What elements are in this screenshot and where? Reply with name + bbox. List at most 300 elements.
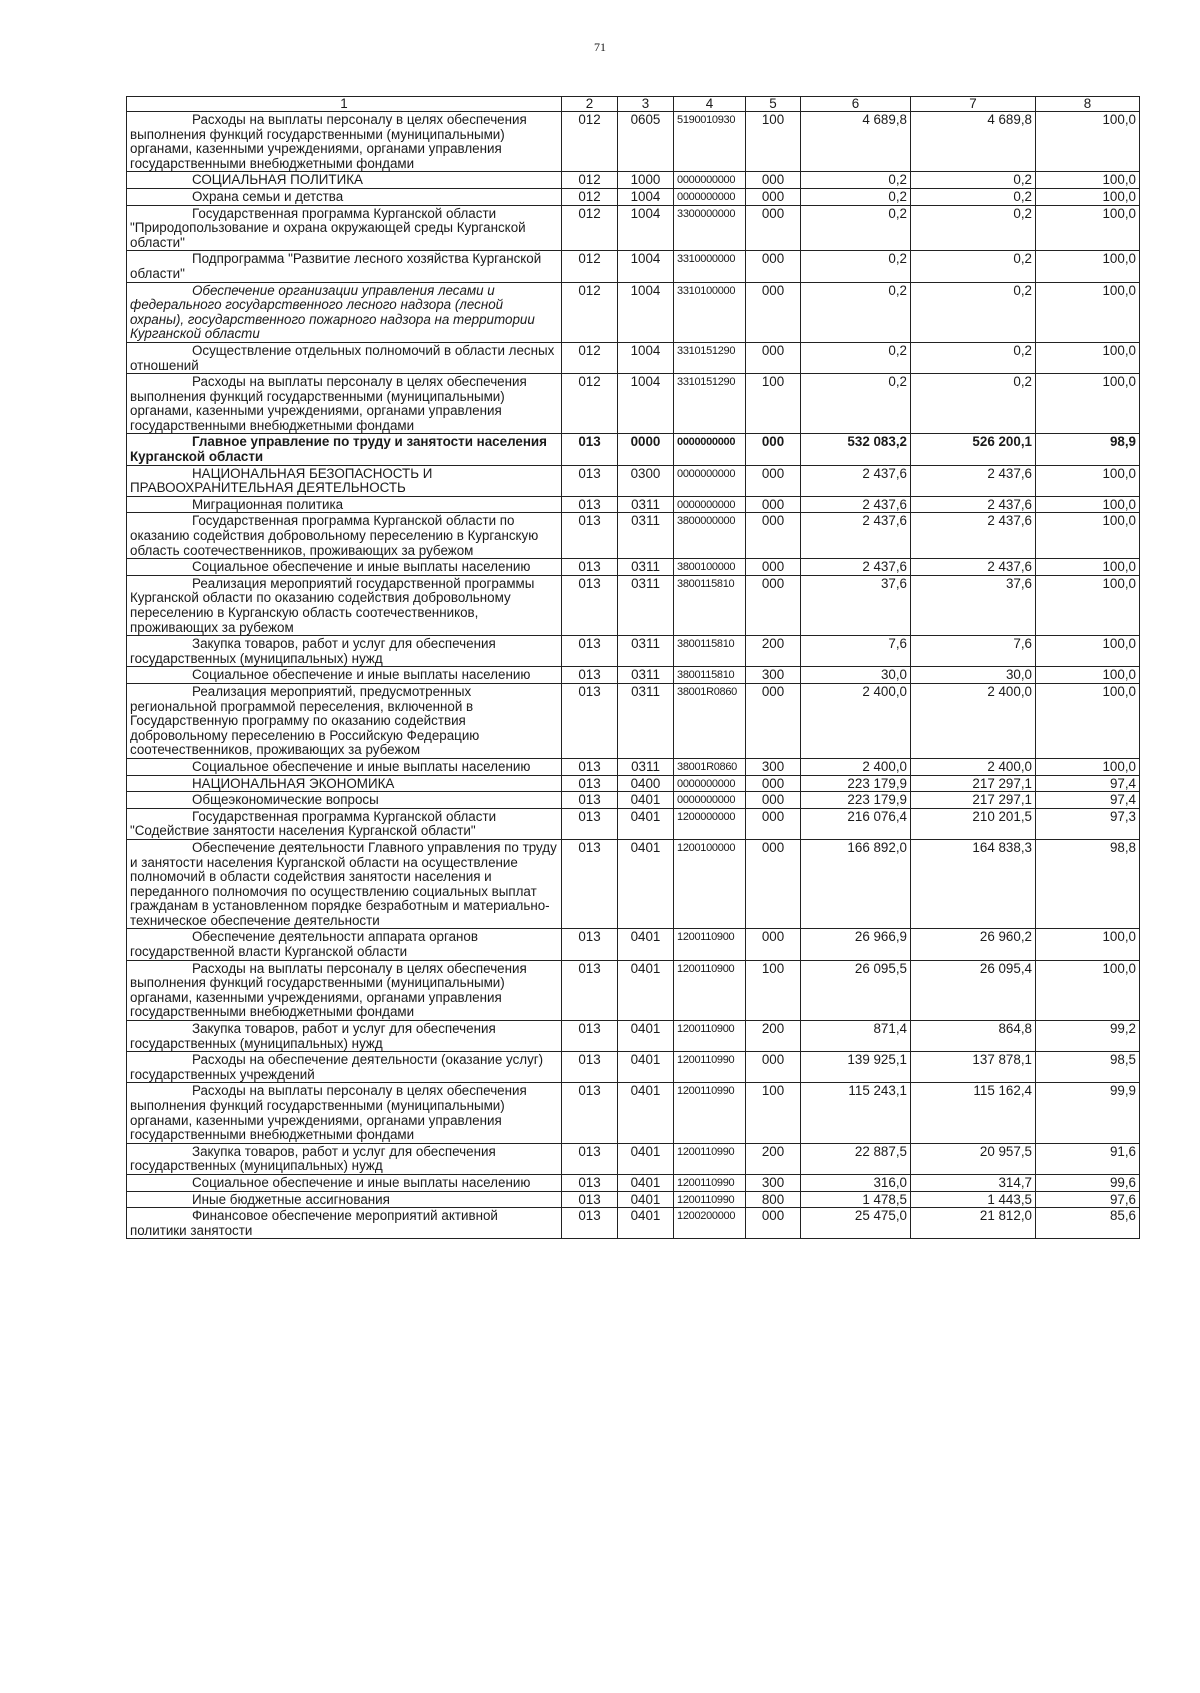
cell-department: 013 [562, 1052, 618, 1083]
cell-expense-type: 000 [746, 172, 801, 189]
cell-planned: 2 400,0 [801, 758, 911, 775]
cell-section: 1004 [618, 251, 674, 282]
cell-target-article: 0000000000 [674, 188, 746, 205]
row-name-text: Общеэкономические вопросы [192, 792, 379, 808]
cell-percent: 97,4 [1036, 775, 1140, 792]
cell-department: 013 [562, 667, 618, 684]
cell-planned: 22 887,5 [801, 1143, 911, 1174]
cell-name [127, 667, 562, 684]
cell-department: 013 [562, 808, 618, 839]
cell-planned: 871,4 [801, 1021, 911, 1052]
cell-name [127, 839, 562, 929]
cell-executed: 4 689,8 [911, 112, 1036, 172]
cell-expense-type: 000 [746, 188, 801, 205]
row-name-text: Закупка товаров, работ и услуг для обеспечения государственных (муниципальных) нужд [130, 1143, 496, 1174]
cell-percent: 99,9 [1036, 1083, 1140, 1143]
row-name-text: Государственная программа Курганской области "Содействие занятости населения Курганской области" [130, 808, 497, 839]
cell-percent: 97,3 [1036, 808, 1140, 839]
cell-executed: 20 957,5 [911, 1143, 1036, 1174]
row-name-text: НАЦИОНАЛЬНАЯ ЭКОНОМИКА [192, 775, 395, 791]
cell-target-article: 1200110990 [674, 1052, 746, 1083]
cell-name [127, 112, 562, 172]
cell-executed: 2 437,6 [911, 496, 1036, 513]
cell-name [127, 1174, 562, 1191]
cell-percent: 100,0 [1036, 575, 1140, 635]
cell-department: 013 [562, 758, 618, 775]
cell-department: 012 [562, 342, 618, 373]
cell-expense-type: 000 [746, 929, 801, 960]
cell-target-article: 1200110900 [674, 960, 746, 1020]
cell-target-article: 1200110900 [674, 929, 746, 960]
table-row [127, 496, 1140, 513]
cell-name [127, 929, 562, 960]
cell-name [127, 758, 562, 775]
cell-department: 013 [562, 1143, 618, 1174]
row-name-text: Миграционная политика [192, 496, 344, 512]
cell-department: 013 [562, 960, 618, 1020]
cell-name [127, 188, 562, 205]
cell-section: 0401 [618, 929, 674, 960]
cell-percent: 100,0 [1036, 188, 1140, 205]
cell-planned: 223 179,9 [801, 775, 911, 792]
cell-planned: 316,0 [801, 1174, 911, 1191]
cell-expense-type: 000 [746, 465, 801, 496]
cell-target-article: 3800115810 [674, 636, 746, 667]
header-cell-department: 2 [562, 97, 618, 112]
cell-percent: 98,8 [1036, 839, 1140, 929]
row-name-text: Подпрограмма "Развитие лесного хозяйства Курганской области" [130, 251, 542, 281]
cell-section: 0605 [618, 112, 674, 172]
cell-department: 013 [562, 1021, 618, 1052]
cell-target-article: 3800100000 [674, 559, 746, 576]
cell-name [127, 575, 562, 635]
cell-department: 013 [562, 434, 618, 465]
table-row [127, 205, 1140, 251]
cell-executed: 2 437,6 [911, 465, 1036, 496]
cell-department: 012 [562, 112, 618, 172]
table-row [127, 1174, 1140, 1191]
table-row [127, 172, 1140, 189]
cell-executed: 0,2 [911, 282, 1036, 342]
cell-target-article: 0000000000 [674, 496, 746, 513]
row-name-text: Обеспечение организации управления лесами и федерального государственного лесного надзора (лесной охраны), государственного пожарного надзора на территории Курганской области [130, 282, 535, 342]
cell-target-article: 0000000000 [674, 465, 746, 496]
cell-name [127, 1052, 562, 1083]
cell-planned: 0,2 [801, 205, 911, 251]
cell-target-article: 3300000000 [674, 205, 746, 251]
row-name-text: Охрана семьи и детства [192, 188, 344, 204]
cell-section: 0401 [618, 1052, 674, 1083]
cell-percent: 100,0 [1036, 342, 1140, 373]
cell-executed: 115 162,4 [911, 1083, 1036, 1143]
cell-expense-type: 000 [746, 808, 801, 839]
cell-executed: 164 838,3 [911, 839, 1036, 929]
cell-department: 012 [562, 282, 618, 342]
cell-name [127, 172, 562, 189]
cell-planned: 216 076,4 [801, 808, 911, 839]
cell-expense-type: 000 [746, 839, 801, 929]
cell-department: 013 [562, 1174, 618, 1191]
cell-percent: 85,6 [1036, 1208, 1140, 1239]
cell-name [127, 683, 562, 758]
cell-name [127, 775, 562, 792]
cell-executed: 26 960,2 [911, 929, 1036, 960]
table-row [127, 112, 1140, 172]
table-row [127, 513, 1140, 559]
cell-target-article: 0000000000 [674, 792, 746, 809]
cell-planned: 532 083,2 [801, 434, 911, 465]
cell-expense-type: 200 [746, 1143, 801, 1174]
cell-target-article: 3800115810 [674, 575, 746, 635]
cell-section: 0311 [618, 636, 674, 667]
row-name-text: Расходы на выплаты персоналу в целях обеспечения выполнения функций государственными (муниципальными) органами, казенными учреждениями, органами управления государственными внебюджетными фондами [130, 960, 527, 1020]
cell-percent: 99,6 [1036, 1174, 1140, 1191]
cell-department: 013 [562, 929, 618, 960]
cell-percent: 97,4 [1036, 792, 1140, 809]
cell-department: 013 [562, 636, 618, 667]
row-name-text: Расходы на обеспечение деятельности (оказание услуг) государственных учреждений [130, 1052, 544, 1082]
cell-executed: 217 297,1 [911, 792, 1036, 809]
page-number: 71 [594, 40, 606, 54]
cell-planned: 0,2 [801, 172, 911, 189]
cell-planned: 0,2 [801, 282, 911, 342]
cell-expense-type: 000 [746, 1052, 801, 1083]
table-row [127, 1052, 1140, 1083]
cell-target-article: 3310151290 [674, 374, 746, 434]
cell-section: 0401 [618, 960, 674, 1020]
cell-department: 013 [562, 792, 618, 809]
cell-expense-type: 000 [746, 434, 801, 465]
cell-executed: 0,2 [911, 251, 1036, 282]
cell-name [127, 808, 562, 839]
cell-department: 012 [562, 172, 618, 189]
cell-executed: 0,2 [911, 205, 1036, 251]
cell-name [127, 636, 562, 667]
row-name-text: Иные бюджетные ассигнования [192, 1191, 390, 1207]
cell-name [127, 1083, 562, 1143]
cell-department: 013 [562, 683, 618, 758]
cell-executed: 2 437,6 [911, 513, 1036, 559]
cell-percent: 100,0 [1036, 667, 1140, 684]
cell-executed: 30,0 [911, 667, 1036, 684]
cell-target-article: 1200200000 [674, 1208, 746, 1239]
cell-percent: 99,2 [1036, 1021, 1140, 1052]
row-name-text: Закупка товаров, работ и услуг для обеспечения государственных (муниципальных) нужд [130, 636, 496, 666]
cell-target-article: 0000000000 [674, 775, 746, 792]
table-row [127, 775, 1140, 792]
cell-department: 013 [562, 839, 618, 929]
cell-name [127, 374, 562, 434]
cell-name [127, 960, 562, 1020]
cell-planned: 0,2 [801, 374, 911, 434]
cell-percent: 100,0 [1036, 929, 1140, 960]
table-row [127, 282, 1140, 342]
cell-section: 0000 [618, 434, 674, 465]
cell-section: 1004 [618, 205, 674, 251]
row-name-text: Обеспечение деятельности аппарата органов государственной власти Курганской области [130, 929, 478, 960]
cell-department: 013 [562, 1191, 618, 1208]
cell-executed: 7,6 [911, 636, 1036, 667]
cell-name [127, 1191, 562, 1208]
row-name-text: Главное управление по труду и занятости населения Курганской области [130, 434, 547, 465]
cell-executed: 314,7 [911, 1174, 1036, 1191]
cell-percent: 100,0 [1036, 465, 1140, 496]
cell-planned: 0,2 [801, 188, 911, 205]
table-row [127, 559, 1140, 576]
cell-expense-type: 000 [746, 205, 801, 251]
cell-department: 013 [562, 1208, 618, 1239]
cell-planned: 30,0 [801, 667, 911, 684]
cell-planned: 2 437,6 [801, 513, 911, 559]
cell-expense-type: 300 [746, 1174, 801, 1191]
cell-executed: 0,2 [911, 172, 1036, 189]
header-cell-executed: 7 [911, 97, 1036, 112]
cell-executed: 210 201,5 [911, 808, 1036, 839]
cell-section: 0400 [618, 775, 674, 792]
cell-expense-type: 000 [746, 559, 801, 576]
cell-expense-type: 000 [746, 792, 801, 809]
cell-target-article: 3310151290 [674, 342, 746, 373]
cell-planned: 26 095,5 [801, 960, 911, 1020]
cell-target-article: 3800115810 [674, 667, 746, 684]
table-row [127, 758, 1140, 775]
cell-executed: 2 437,6 [911, 559, 1036, 576]
cell-expense-type: 000 [746, 683, 801, 758]
table-row [127, 683, 1140, 758]
row-name-text: Государственная программа Курганской области по оказанию содействия добровольному переселению в Курганскую область соотечественников, проживающих за рубежом [130, 513, 539, 558]
table-row [127, 251, 1140, 282]
cell-section: 0401 [618, 839, 674, 929]
cell-planned: 139 925,1 [801, 1052, 911, 1083]
cell-section: 0401 [618, 1208, 674, 1239]
cell-expense-type: 000 [746, 513, 801, 559]
cell-section: 1000 [618, 172, 674, 189]
cell-section: 0311 [618, 496, 674, 513]
table-row [127, 1191, 1140, 1208]
cell-name [127, 434, 562, 465]
cell-planned: 25 475,0 [801, 1208, 911, 1239]
row-name-text: Финансовое обеспечение мероприятий активной политики занятости [130, 1208, 498, 1238]
cell-section: 0311 [618, 683, 674, 758]
cell-name [127, 792, 562, 809]
cell-department: 013 [562, 465, 618, 496]
cell-section: 1004 [618, 374, 674, 434]
cell-name [127, 1208, 562, 1239]
cell-percent: 100,0 [1036, 513, 1140, 559]
cell-expense-type: 000 [746, 575, 801, 635]
header-cell-section: 3 [618, 97, 674, 112]
cell-department: 013 [562, 496, 618, 513]
cell-name [127, 465, 562, 496]
cell-expense-type: 300 [746, 667, 801, 684]
header-cell-expense-type: 5 [746, 97, 801, 112]
row-name-text: Реализация мероприятий, предусмотренных региональной программой переселения, включенной в Государственную программу по оказанию содействия добровольному переселению в Российскую Федерацию соотечественников, проживающих за рубежом [130, 683, 480, 758]
row-name-text: Обеспечение деятельности Главного управления по труду и занятости населения Курганской области на осуществление полномочий в области содействия занятости населения и переданного полномочия по осуществлению социальных выплат гражданам в установленном порядке безработным и материально-техническое обеспечение деятельности [130, 839, 557, 928]
cell-department: 012 [562, 374, 618, 434]
cell-expense-type: 000 [746, 496, 801, 513]
row-name-text: Расходы на выплаты персоналу в целях обеспечения выполнения функций государственными (муниципальными) органами, казенными учреждениями, органами управления государственными внебюджетными фондами [130, 374, 527, 433]
cell-name [127, 205, 562, 251]
cell-expense-type: 100 [746, 960, 801, 1020]
cell-section: 1004 [618, 342, 674, 373]
cell-section: 0401 [618, 792, 674, 809]
cell-executed: 2 400,0 [911, 683, 1036, 758]
cell-department: 013 [562, 1083, 618, 1143]
table-row [127, 792, 1140, 809]
cell-name [127, 282, 562, 342]
table-row [127, 1021, 1140, 1052]
cell-percent: 97,6 [1036, 1191, 1140, 1208]
cell-target-article: 5190010930 [674, 112, 746, 172]
cell-expense-type: 100 [746, 112, 801, 172]
row-name-text: Социальное обеспечение и иные выплаты населению [192, 559, 531, 575]
cell-planned: 166 892,0 [801, 839, 911, 929]
cell-planned: 26 966,9 [801, 929, 911, 960]
cell-department: 012 [562, 205, 618, 251]
cell-expense-type: 100 [746, 1083, 801, 1143]
row-name-text: Осуществление отдельных полномочий в области лесных отношений [130, 342, 555, 373]
table-row [127, 374, 1140, 434]
cell-name [127, 251, 562, 282]
cell-target-article: 3310100000 [674, 282, 746, 342]
row-name-text: Закупка товаров, работ и услуг для обеспечения государственных (муниципальных) нужд [130, 1021, 496, 1051]
cell-planned: 4 689,8 [801, 112, 911, 172]
table-row [127, 808, 1140, 839]
table-row [127, 667, 1140, 684]
cell-department: 013 [562, 513, 618, 559]
cell-executed: 1 443,5 [911, 1191, 1036, 1208]
cell-executed: 0,2 [911, 188, 1036, 205]
cell-section: 0311 [618, 513, 674, 559]
row-name-text: Социальное обеспечение и иные выплаты населению [192, 758, 531, 774]
header-cell-percent: 8 [1036, 97, 1140, 112]
cell-planned: 37,6 [801, 575, 911, 635]
cell-name [127, 1143, 562, 1174]
cell-executed: 26 095,4 [911, 960, 1036, 1020]
cell-target-article: 1200110990 [674, 1083, 746, 1143]
cell-percent: 100,0 [1036, 636, 1140, 667]
cell-executed: 864,8 [911, 1021, 1036, 1052]
cell-percent: 100,0 [1036, 251, 1140, 282]
header-cell-target-article: 4 [674, 97, 746, 112]
cell-percent: 100,0 [1036, 112, 1140, 172]
cell-percent: 100,0 [1036, 282, 1140, 342]
cell-executed: 137 878,1 [911, 1052, 1036, 1083]
table-row [127, 636, 1140, 667]
cell-section: 0401 [618, 808, 674, 839]
cell-planned: 0,2 [801, 342, 911, 373]
cell-expense-type: 800 [746, 1191, 801, 1208]
row-name-text: Социальное обеспечение и иные выплаты населению [192, 667, 531, 683]
cell-planned: 2 437,6 [801, 465, 911, 496]
cell-section: 0311 [618, 758, 674, 775]
cell-expense-type: 100 [746, 374, 801, 434]
cell-percent: 100,0 [1036, 683, 1140, 758]
table-row [127, 1083, 1140, 1143]
cell-section: 0401 [618, 1143, 674, 1174]
cell-executed: 37,6 [911, 575, 1036, 635]
table-row [127, 188, 1140, 205]
row-name-text: СОЦИАЛЬНАЯ ПОЛИТИКА [192, 172, 363, 188]
cell-department: 013 [562, 575, 618, 635]
table-row [127, 575, 1140, 635]
row-name-text: НАЦИОНАЛЬНАЯ БЕЗОПАСНОСТЬ И ПРАВООХРАНИТЕЛЬНАЯ ДЕЯТЕЛЬНОСТЬ [130, 465, 433, 496]
cell-planned: 2 437,6 [801, 559, 911, 576]
header-cell-planned: 6 [801, 97, 911, 112]
cell-executed: 2 400,0 [911, 758, 1036, 775]
cell-target-article: 3800000000 [674, 513, 746, 559]
cell-expense-type: 200 [746, 636, 801, 667]
cell-expense-type: 000 [746, 1208, 801, 1239]
row-name-text: Социальное обеспечение и иные выплаты населению [192, 1174, 531, 1190]
cell-section: 0401 [618, 1021, 674, 1052]
cell-name [127, 559, 562, 576]
cell-department: 012 [562, 251, 618, 282]
cell-percent: 100,0 [1036, 374, 1140, 434]
cell-section: 0311 [618, 575, 674, 635]
cell-department: 013 [562, 775, 618, 792]
cell-section: 0401 [618, 1191, 674, 1208]
cell-name [127, 513, 562, 559]
table-body [127, 97, 1140, 1239]
table-row [127, 929, 1140, 960]
row-name-text: Расходы на выплаты персоналу в целях обеспечения выполнения функций государственными (муниципальными) органами, казенными учреждениями, органами управления государственными внебюджетными фондами [130, 112, 527, 171]
cell-expense-type: 000 [746, 775, 801, 792]
cell-percent: 100,0 [1036, 205, 1140, 251]
cell-executed: 526 200,1 [911, 434, 1036, 465]
budget-execution-table [126, 96, 1140, 1239]
cell-department: 012 [562, 188, 618, 205]
cell-percent: 100,0 [1036, 960, 1140, 1020]
table-row [127, 434, 1140, 465]
cell-planned: 7,6 [801, 636, 911, 667]
cell-section: 0401 [618, 1083, 674, 1143]
cell-target-article: 1200110990 [674, 1143, 746, 1174]
cell-percent: 100,0 [1036, 559, 1140, 576]
table-row [127, 465, 1140, 496]
cell-target-article: 0000000000 [674, 172, 746, 189]
cell-target-article: 1200000000 [674, 808, 746, 839]
cell-section: 1004 [618, 188, 674, 205]
cell-target-article: 1200110900 [674, 1021, 746, 1052]
cell-executed: 217 297,1 [911, 775, 1036, 792]
cell-planned: 2 437,6 [801, 496, 911, 513]
cell-planned: 223 179,9 [801, 792, 911, 809]
cell-percent: 100,0 [1036, 496, 1140, 513]
cell-percent: 98,9 [1036, 434, 1140, 465]
table-row [127, 960, 1140, 1020]
table-row [127, 1208, 1140, 1239]
row-name-text: Реализация мероприятий государственной программы Курганской области по оказанию содействия добровольному переселению в Курганскую область соотечественников, проживающих за рубежом [130, 575, 535, 635]
cell-expense-type: 000 [746, 342, 801, 373]
cell-target-article: 1200110990 [674, 1174, 746, 1191]
cell-planned: 0,2 [801, 251, 911, 282]
cell-expense-type: 200 [746, 1021, 801, 1052]
cell-planned: 115 243,1 [801, 1083, 911, 1143]
cell-planned: 2 400,0 [801, 683, 911, 758]
cell-section: 0300 [618, 465, 674, 496]
cell-percent: 100,0 [1036, 758, 1140, 775]
cell-section: 1004 [618, 282, 674, 342]
cell-target-article: 38001R0860 [674, 758, 746, 775]
cell-executed: 21 812,0 [911, 1208, 1036, 1239]
cell-percent: 100,0 [1036, 172, 1140, 189]
cell-executed: 0,2 [911, 374, 1036, 434]
table-row [127, 839, 1140, 929]
cell-target-article: 0000000000 [674, 434, 746, 465]
cell-executed: 0,2 [911, 342, 1036, 373]
cell-planned: 1 478,5 [801, 1191, 911, 1208]
